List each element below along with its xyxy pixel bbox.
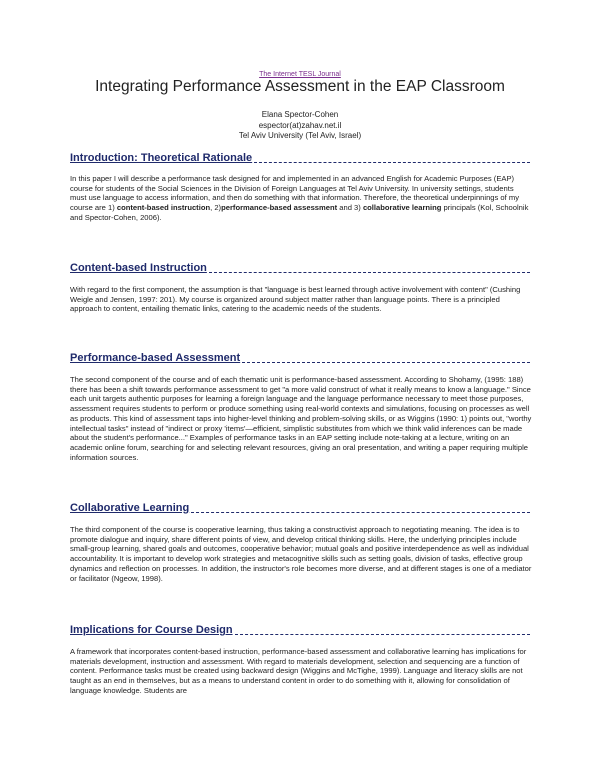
section-heading-implications	[70, 622, 530, 636]
heading-rule	[242, 362, 530, 363]
paragraph-content-based-instruction: With regard to the first component, the assumption is that "language is best learned through active involvement with content" (Cushing Weigle and Jensen, 1997: 201). My course is organized around subject matter rather than language points. There is a principled approach to content, entailing thematic links, catering to the academic needs of the students.	[70, 285, 521, 314]
term-performance-based-assessment: performance-based assessment	[221, 203, 338, 213]
section-heading-introduction	[70, 150, 530, 164]
author-block	[0, 110, 600, 142]
heading-rule	[235, 634, 530, 635]
author-email: espector(at)zahav.net.il	[258, 120, 342, 130]
journal-link[interactable]: The Internet TESL Journal	[259, 71, 341, 78]
term-content-based-instruction: content-based instruction	[116, 203, 211, 213]
section-heading-text: Introduction: Theoretical Rationale	[70, 152, 253, 164]
heading-rule	[191, 512, 530, 513]
paragraph-implications: A framework that incorporates content-based instruction, performance-based assessment and collaborative learning has implications for materials development, instruction and assessment. With regard to materials development, selection and sequencing are a function of content. Performance tasks must be created using backward design (Wiggins and McTighe, 1999). Language and literacy skills are not taught as an end in themselves, but as a means to understand content in order to do something with it, allowing for consolidation of language knowledge. Students are	[70, 647, 527, 695]
section-heading-text: Content-based Instruction	[70, 262, 207, 274]
section-heading-collaborative-learning	[70, 500, 530, 514]
section-heading-content-based-instruction	[70, 260, 530, 274]
term-collaborative-learning: collaborative learning	[362, 203, 442, 213]
section-heading-text: Collaborative Learning	[70, 502, 190, 514]
heading-rule	[254, 162, 530, 163]
author-name: Elana Spector-Cohen	[261, 110, 339, 119]
author-affiliation: Tel Aviv University (Tel Aviv, Israel)	[238, 131, 362, 140]
section-heading-text: Performance-based Assessment	[70, 352, 241, 364]
paragraph-introduction: In this paper I will describe a performance task designed for and implemented in an advanced English for Academic Purposes (EAP) course for students of the Social Sciences in the Division of Foreign Languages at Tel Aviv University. In university settings, students must use language to access information, and then do something with that information. Therefore, the theoretical underpinnings of my course are 1) content-based instruction, 2)performance-based assessment and 3) collaborative learning principals (Kol, Schoolnik and Spector-Cohen, 2006).	[70, 174, 529, 222]
section-heading-text: Implications for Course Design	[70, 624, 233, 636]
document-title: Integrating Performance Assessment in the EAP Classroom	[95, 78, 505, 95]
paragraph-collaborative-learning: The third component of the course is cooperative learning, thus taking a constructivist approach to negotiating meaning. The idea is to promote dialogue and inquiry, share different points of view, and develop critical thinking skills. Here, the underlying principles include small-group learning, shared goals and outcomes, cooperative behavior; mutual goals and positive interdependence as well as individual accountability. It is important to develop work strategies and metacognitive skills such as setting goals, division of tasks, effective group dynamics and reflection on processes. In addition, the instructor's role becomes more diverse, and at different stages is one of a mediator or facilitator (Ngeow, 1998).	[70, 525, 532, 583]
paragraph-performance-based-assessment: The second component of the course and of each thematic unit is performance-based assessment. According to Shohamy, (1995: 188) there has been a shift towards performance assessment to get "a more valid construct of what it really means to know a language." Since each unit targets authentic purposes for learning a foreign language and the language performance necessary to meet those purposes, assessment requires students to perform or produce something using real-world contexts and simulations, focusing on processes as well as products. This kind of assessment taps into higher-level thinking and problem-solving skills, or as Wiggins (1990: 1) points out, "worthy intellectual tasks" instead of "indirect or proxy 'items'—efficient, simplistic substitutes from which we think valid inferences can be made about the student's performance..." Examples of performance tasks in an EAP setting include note-taking at a lecture, writing on an academic online forum, searching for and selecting relevant resources, giving an oral presentation, and writing a paper requiring multiple information sources.	[70, 375, 532, 462]
section-heading-performance-based-assessment	[70, 350, 530, 364]
heading-rule	[209, 272, 530, 273]
